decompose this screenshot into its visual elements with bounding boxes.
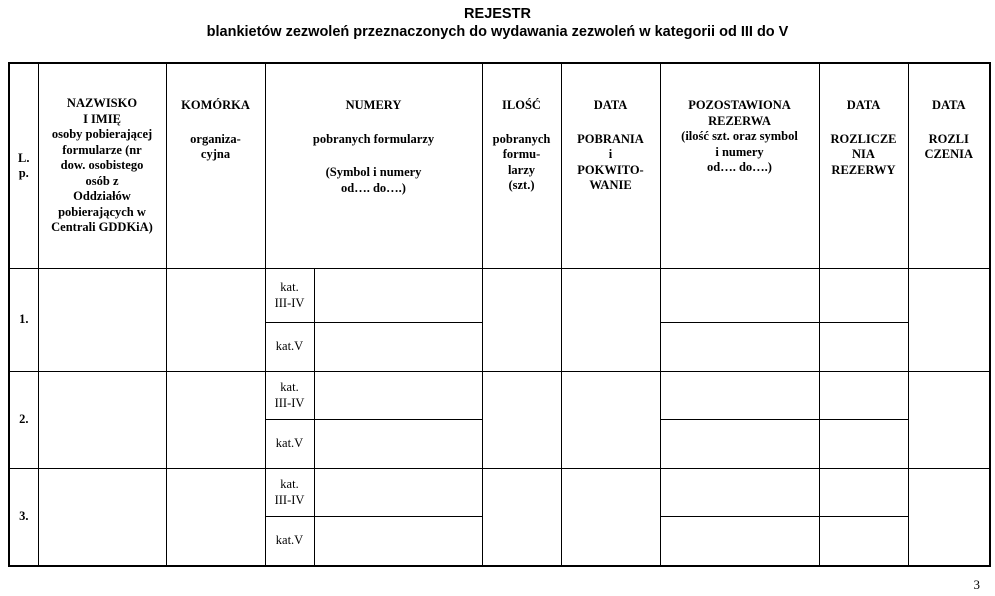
kat-label: kat. III-IV	[265, 469, 314, 517]
register-table	[8, 62, 991, 567]
cell-data-rozliczenia	[908, 469, 990, 566]
cell-ilosc	[482, 469, 561, 566]
row-number: 2.	[9, 372, 38, 469]
cell-numery	[314, 517, 482, 566]
table-row	[9, 372, 990, 420]
cell-rezerwa	[660, 469, 819, 517]
cell-data-rozliczenia-rezerwy	[819, 372, 908, 420]
cell-data-rozliczenia-rezerwy	[819, 420, 908, 469]
cell-numery	[314, 420, 482, 469]
kat-label: kat.V	[265, 517, 314, 566]
header-data-pobrania: DATA POBRANIA i POKWITO- WANIE	[561, 63, 660, 269]
cell-nazwisko	[38, 372, 166, 469]
cell-rezerwa	[660, 420, 819, 469]
row-number: 1.	[9, 269, 38, 372]
header-komorka: KOMÓRKA organiza- cyjna	[166, 63, 265, 269]
cell-rezerwa	[660, 372, 819, 420]
header-row	[9, 63, 990, 269]
cell-nazwisko	[38, 469, 166, 566]
cell-data-pobrania	[561, 372, 660, 469]
cell-data-rozliczenia-rezerwy	[819, 269, 908, 323]
kat-label: kat.V	[265, 420, 314, 469]
header-numery: NUMERY pobranych formularzy (Symbol i numery od…. do….)	[265, 63, 482, 269]
document-title: REJESTR	[464, 6, 531, 22]
cell-rezerwa	[660, 517, 819, 566]
cell-numery	[314, 469, 482, 517]
header-data-rozliczenia: DATA ROZLI CZENIA	[908, 63, 990, 269]
cell-data-pobrania	[561, 269, 660, 372]
table-row	[9, 269, 990, 323]
header-lp: L. p.	[9, 63, 38, 269]
cell-numery	[314, 372, 482, 420]
kat-label: kat.V	[265, 323, 314, 372]
cell-data-rozliczenia	[908, 372, 990, 469]
table-row	[9, 469, 990, 517]
cell-numery	[314, 323, 482, 372]
row-number: 3.	[9, 469, 38, 566]
header-pozostawiona-rezerwa: POZOSTAWIONA REZERWA (ilość szt. oraz symbol i numery od…. do….)	[660, 63, 819, 269]
cell-komorka	[166, 469, 265, 566]
page-number: 3	[973, 577, 980, 592]
kat-label: kat. III-IV	[265, 372, 314, 420]
cell-ilosc	[482, 372, 561, 469]
cell-nazwisko	[38, 269, 166, 372]
header-data-rozliczenia-rezerwy: DATA ROZLICZE NIA REZERWY	[819, 63, 908, 269]
cell-data-rozliczenia-rezerwy	[819, 469, 908, 517]
cell-ilosc	[482, 269, 561, 372]
document-subtitle: blankietów zezwoleń przeznaczonych do wydawania zezwoleń w kategorii od III do V	[206, 24, 789, 40]
cell-data-rozliczenia-rezerwy	[819, 323, 908, 372]
cell-komorka	[166, 269, 265, 372]
kat-label: kat. III-IV	[265, 269, 314, 323]
cell-rezerwa	[660, 269, 819, 323]
cell-komorka	[166, 372, 265, 469]
cell-data-rozliczenia-rezerwy	[819, 517, 908, 566]
cell-numery	[314, 269, 482, 323]
cell-data-pobrania	[561, 469, 660, 566]
header-ilosc: ILOŚĆ pobranych formu- larzy (szt.)	[482, 63, 561, 269]
cell-rezerwa	[660, 323, 819, 372]
cell-data-rozliczenia	[908, 269, 990, 372]
header-nazwisko: NAZWISKO I IMIĘ osoby pobierającej formularze (nr dow. osobistego osób z Oddziałów pobierających w Centrali GDDKiA)	[38, 63, 166, 269]
